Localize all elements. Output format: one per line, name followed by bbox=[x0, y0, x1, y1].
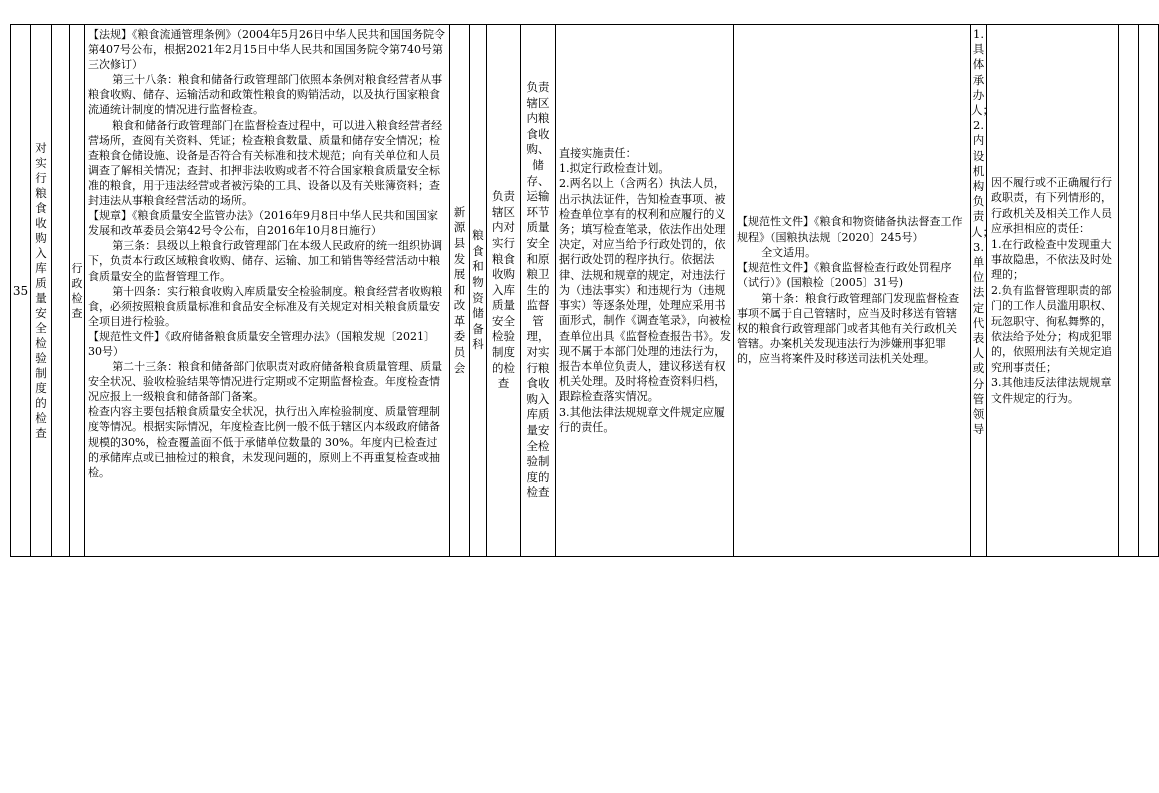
paragraph: 【规章】《粮食质量安全监管办法》（2016年9月8日中华人民共和国国家发展和改革委员会第42号令公布，自2016年10月8日施行） bbox=[88, 209, 438, 238]
regulation-basis bbox=[734, 25, 971, 557]
impl-line: 3.其他法律法规规章文件规定应履行的责任。 bbox=[559, 405, 725, 434]
power-list-table bbox=[10, 24, 1159, 557]
legal-basis bbox=[85, 25, 450, 557]
internal-office: 粮食和物资储备科 bbox=[470, 25, 487, 557]
power-category: 行政检查 bbox=[70, 25, 85, 557]
paragraph: 检查内容主要包括粮食质量安全状况，执行出入库检验制度、质量管理制度等情况。根据实际情况，年度检查比例一般不低于辖区内本级政府储备规模的30%，检查覆盖面不低于承储单位数量的 30%。年度内已检查过的承储库点或已抽检过的粮食，未发现问题的，原则上不再重复检查或抽检。 bbox=[88, 405, 440, 479]
liability-line: 3.其他违反法律法规规章文件规定的行为。 bbox=[991, 376, 1112, 405]
paragraph: 第十四条：实行粮食收购入库质量安全检验制度。粮食经营者收购粮食，必须按照粮食质量标准和食品安全标准及有关规定对相关粮食质量安全项目进行检验。 bbox=[88, 284, 443, 328]
paragraph: 第二十三条：粮食和储备部门依职责对政府储备粮食质量管理、质量安全状况、验收检验结果等情况进行定期或不定期监督检查。年度检查情况应报上一级粮食和储备部门备案。 bbox=[88, 360, 443, 404]
paragraph: 全文适用。 bbox=[761, 245, 817, 259]
impl-line: 1.拟定行政检查计划。 bbox=[559, 162, 670, 176]
paragraph: 【规范性文件】《粮食和物资储备执法督查工作规程》（国粮执法规〔2020〕245号） bbox=[737, 215, 963, 244]
paragraph: 粮食和储备行政管理部门在监督检查过程中，可以进入粮食经营者经营场所，查阅有关资料、凭证；检查粮食数量、质量和储存安全情况；检查粮食仓储设施、设备是否符合有关标准和技术规范；向有关单位和人员调查了解相关情况；查封、扣押非法收购或者不符合国家粮食质量安全标准的粮食，用于违法经营或者被污染的工具、设备以及有关账簿资料；查封违法从事粮食经营活动的场所。 bbox=[88, 118, 443, 208]
department-duty: 负责辖区内粮食收购、储存、运输环节质量安全和原粮卫生的监督管理，对实行粮食收购入库质量安全检验制度的检查 bbox=[521, 25, 556, 557]
item-name: 对实行粮食收购入库质量安全检验制度的检查 bbox=[31, 25, 52, 557]
implementation-responsibility bbox=[556, 25, 734, 557]
table-row bbox=[11, 25, 1159, 557]
responsible-persons: 1.具体承办人；2.内设机构负责人；3.单位法定代表人或分管领导 bbox=[971, 25, 987, 557]
liability-line: 因不履行或不正确履行行政职责，有下列情形的，行政机关及相关工作人员应承担相应的责任： bbox=[991, 175, 1112, 236]
impl-line: 2.两名以上（含两名）执法人员，出示执法证件，告知检查事项、被检查单位享有的权利和应履行的义务；填写检查笔录，依法作出处理决定，对应当给予行政处罚的，依据行政处罚的程序执行。依据法律、法规和规章的规定，对违法行为（违法事实）和违规行为（违规事实）等逐条处理，处理应采用书面形式，制作《调查笔录》，向被检查单位出具《监督检查报告书》。发现不属于本部门处理的违法行为，报告本单位负责人，建议移送有权机关处理。及时将检查资料归档，跟踪检查落实情况。 bbox=[559, 177, 731, 404]
liability-line: 2.负有监督管理职责的部门的工作人员滥用职权、玩忽职守、徇私舞弊的，依法给予处分；构成犯罪的，依照刑法有关规定追究刑事责任； bbox=[991, 283, 1112, 374]
implementing-department: 新源县发展和改革委员会 bbox=[450, 25, 470, 557]
paragraph: 第三十八条：粮食和储备行政管理部门依照本条例对粮食经营者从事粮食收购、储存、运输活动和政策性粮食的购销活动，以及执行国家粮食流通统计制度的情况进行监督检查。 bbox=[88, 73, 443, 117]
paragraph: 第十条：粮食行政管理部门发现监督检查事项不属于自己管辖时，应当及时移送有管辖权的粮食行政管理部门或者其他有关行政机关管辖。办案机关发现违法行为涉嫌刑事犯罪的，应当将案件及时移送司法机关处理。 bbox=[737, 291, 960, 366]
paragraph: 第三条：县级以上粮食行政管理部门在本级人民政府的统一组织协调下，负责本行政区域粮食收购、储存、运输、加工和销售等经营活动中粮食质量安全的监督管理工作。 bbox=[88, 239, 443, 283]
paragraph: 【规范性文件】《政府储备粮食质量安全管理办法》（国粮发规〔2021〕30号） bbox=[88, 329, 435, 358]
blank-cell bbox=[52, 25, 70, 557]
power-content: 负责辖区内对实行粮食收购入库质量安全检验制度的检查 bbox=[487, 25, 521, 557]
paragraph: 【法规】《粮食流通管理条例》（2004年5月26日中华人民共和国国务院令第407号公布，根据2021年2月15日中华人民共和国国务院令第740号第三次修订） bbox=[88, 28, 445, 72]
blank-cell bbox=[1139, 25, 1159, 557]
liability-clauses bbox=[987, 25, 1119, 557]
blank-cell bbox=[1119, 25, 1139, 557]
row-number: 35 bbox=[11, 25, 31, 557]
paragraph: 【规范性文件】《粮食监督检查行政处罚程序（试行）》(国粮检〔2005〕31号) bbox=[737, 261, 952, 290]
impl-line: 直接实施责任： bbox=[559, 147, 637, 161]
liability-line: 1.在行政检查中发现重大事故隐患，不依法及时处理的； bbox=[991, 237, 1112, 282]
